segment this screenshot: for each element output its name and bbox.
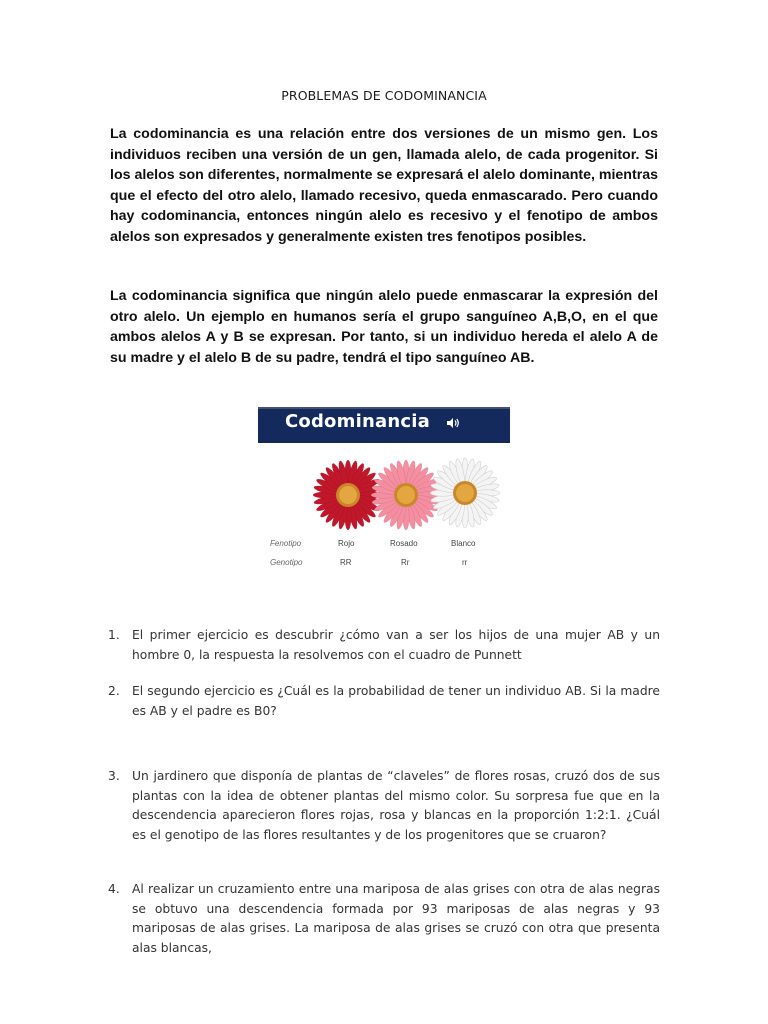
problem-number: 1. [108,628,120,642]
genotype-white: rr [462,558,468,567]
problem-4 [108,880,660,958]
figure-title: Codominancia [285,411,430,432]
problem-text: El segundo ejercicio es ¿Cuál es la probabilidad de tener un individuo AB. Si la madre es AB y el padre es B0? [132,684,660,718]
problem-number: 3. [108,769,120,783]
genotype-red: RR [340,558,352,567]
problem-text: Al realizar un cruzamiento entre una mariposa de alas grises con otra de alas negras se obtuvo una descendencia formada por 93 mariposas de alas negras y 93 mariposas de alas grises. La mariposa de alas grises se cruzó con otra que presenta alas blancas, [132,882,660,955]
page-title: PROBLEMAS DE CODOMINANCIA [281,88,487,103]
genotype-pink: Rr [401,558,410,567]
phenotype-white: Blanco [451,539,476,548]
phenotype-pink: Rosado [390,539,418,548]
problem-1 [108,626,660,665]
flower-white [430,458,500,528]
problem-text: Un jardinero que disponía de plantas de “claveles” de flores rosas, cruzó dos de sus plantas con la idea de obtener plantas del mismo color. Su sorpresa fue que en la descendencia aparecieron flores rojas, rosa y blancas en la proporción 1:2:1. ¿Cuál es el genotipo de las flores resultantes y de los progenitores que se cruaron? [132,769,660,842]
problem-2 [108,682,660,721]
figure-banner [258,407,510,443]
problem-text: El primer ejercicio es descubrir ¿cómo van a ser los hijos de una mujer AB y un hombre 0, la respuesta la resolvemos con el cuadro de Punnett [132,628,660,662]
phenotype-red: Rojo [338,539,355,548]
speaker-icon [446,417,460,429]
problem-number: 4. [108,882,120,896]
problem-number: 2. [108,684,120,698]
intro-paragraph-1: La codominancia es una relación entre dos versiones de un mismo gen. Los individuos reciben una versión de un gen, llamada alelo, de cada progenitor. Si los alelos son diferentes, normalmente se expresará el alelo dominante, mientras que el efecto del otro alelo, llamado recesivo, queda enmascarado. Pero cuando hay codominancia, entonces ningún alelo es recesivo y el fenotipo de ambos alelos son expresados y generalmente existen tres fenotipos posibles. [110,126,658,245]
phenotype-row-label: Fenotipo [270,539,302,548]
codominance-figure [258,407,510,587]
genotype-row-label: Genotipo [270,558,303,567]
problem-3 [108,767,660,845]
intro-paragraph-2: La codominancia significa que ningún alelo puede enmascarar la expresión del otro alelo. Un ejemplo en humanos sería el grupo sanguíneo A,B,O, en el que ambos alelos A y B se expresan. Por tanto, si un individuo hereda el alelo A de su madre y el alelo B de su padre, tendrá el tipo sanguíneo AB. [110,288,658,366]
flower-pink [371,460,441,530]
